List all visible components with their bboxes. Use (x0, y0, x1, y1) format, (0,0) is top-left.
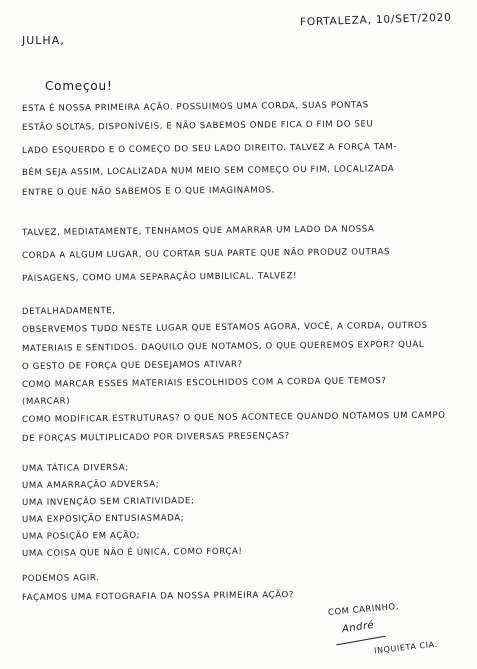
paragraph-1-line: ESTÃO SOLTAS, DISPONÍVEIS, E NÃO SABEMOS ONDE FICA O FIM DO SEU (21, 119, 374, 133)
paragraph-3-line: COMO MARCAR ESSES MATERIAIS ESCOLHIDOS COM A CORDA QUE TEMOS? (21, 376, 387, 390)
paragraph-3-line: (MARCAR) (21, 396, 71, 407)
paragraph-3-line: MATERIAIS E SENTIDOS. DAQUILO QUE NOTAMOS, O QUE QUEREMOS EXPOR? QUAL (21, 339, 425, 354)
signature-underline (336, 636, 385, 646)
list-item: UMA TÁTICA DIVERSA; (21, 462, 129, 474)
paragraph-1-line: LADO ESQUERDO E O COMEÇO DO SEU LADO DIREITO. TALVEZ A FORÇA TAM- (21, 142, 398, 156)
valediction: COM CARINHO, (327, 601, 400, 619)
signature: André (341, 619, 375, 636)
paragraph-3-line: COMO MODIFICAR ESTRUTURAS? O QUE NOS ACONTECE QUANDO NOTAMOS UM CAMPO (21, 410, 446, 425)
faded-top-mark (215, 0, 325, 4)
paragraph-2-line: PAISAGENS, COMO UMA SEPARAÇÃO UMBILICAL. TALVEZ! (21, 271, 298, 284)
paragraph-3-line: OBSERVEMOS TUDO NESTE LUGAR QUE ESTAMOS AGORA, VOCÊ, A CORDA, OUTROS (21, 320, 428, 335)
place-date: FORTALEZA, 10/SET/2020 (299, 11, 452, 29)
company-name: INQUIETA CIA. (373, 639, 439, 656)
paragraph-1-line: ESTA É NOSSA PRIMEIRA AÇÃO. POSSUIMOS UMA CORDA, SUAS PONTAS (21, 100, 369, 114)
paragraph-1-line: ENTRE O QUE NÃO SABEMOS E O QUE IMAGINAMOS. (21, 185, 276, 198)
paragraph-3-line: O GESTO DE FORÇA QUE DESEJAMOS ATIVAR? (21, 359, 243, 372)
list-item: UMA EXPOSIÇÃO ENTUSIASMADA; (21, 513, 185, 525)
paragraph-4-line: PODEMOS AGIR. (21, 573, 100, 584)
paragraph-1-line: BÉM SEJA ASSIM, LOCALIZADA NUM MEIO SEM COMEÇO OU FIM, LOCALIZADA (21, 164, 395, 178)
list-item: UMA AMARRAÇÃO ADVERSA; (21, 479, 160, 491)
paragraph-2-line: TALVEZ, MEDIATAMENTE, TENHAMOS QUE AMARRAR UM LADO DA NOSSA (21, 224, 375, 238)
paragraph-4-line: FAÇAMOS UMA FOTOGRAFIA DA NOSSA PRIMEIRA AÇÃO? (21, 590, 295, 603)
list-item: UMA COISA QUE NÃO É ÚNICA, COMO FORÇA! (21, 546, 243, 559)
salutation: JULHA, (22, 34, 65, 47)
paragraph-3-line: DE FORÇAS MULTIPLICADO POR DIVERSAS PRESENÇAS? (21, 431, 290, 444)
paragraph-2-line: CORDA A ALGUM LUGAR, OU CORTAR SUA PARTE QUE NÃO PRODUZ OUTRAS (21, 247, 391, 261)
list-item: UMA INVENÇÃO SEM CRIATIVIDADE; (21, 496, 195, 508)
paragraph-3-line: DETALHADAMENTE, (21, 306, 116, 317)
list-item: UMA POSIÇÃO EM AÇÃO; (21, 530, 141, 542)
opening-line: Começou! (45, 79, 113, 93)
